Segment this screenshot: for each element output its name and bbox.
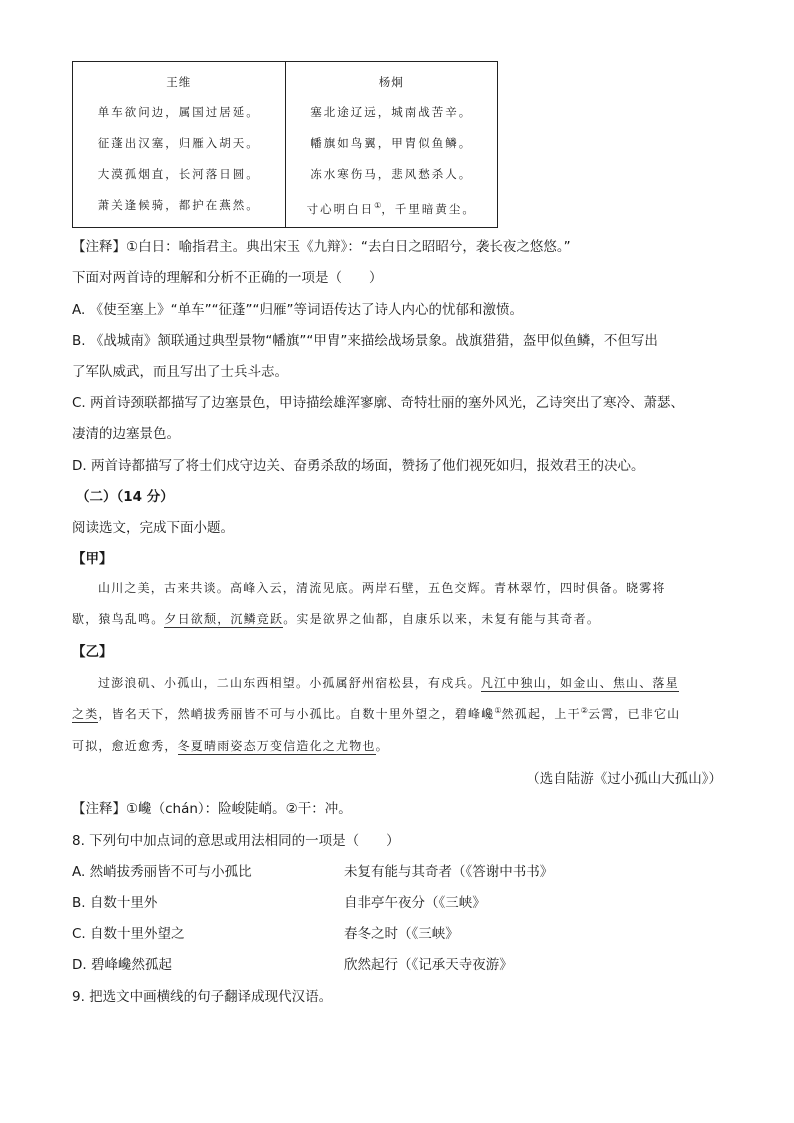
q8-option-left: A. 然峭拔秀丽皆不可与小孤比 — [72, 864, 252, 880]
q7-option-b-cont: 了军队威武，而且写出了士兵斗志。 — [72, 364, 288, 380]
q7-note: 【注释】①白日：喻指君主。典出宋玉《九辩》：“去白日之昭昭兮，袭长夜之悠悠。” — [72, 239, 571, 255]
poem-line: 单车欲问边，属国过居延。 — [97, 105, 260, 119]
q8-option-right: 未复有能与其奇者（《答谢中书书》 — [344, 864, 554, 880]
poem-line-part: ，千里暗黄尘。 — [381, 201, 476, 216]
passage-note: 【注释】①巉（chán）：险峻陡峭。②干：冲。 — [72, 801, 352, 817]
underlined-sentence: 冬夏晴雨姿态万变信造化之尤物也 — [177, 739, 376, 753]
poem-line: 萧关逢候骑，都护在燕然。 — [97, 198, 260, 212]
passage-source: （选自陆游《过小孤山大孤山》） — [526, 771, 722, 787]
q8-option-left: C. 自数十里外望之 — [72, 926, 185, 942]
poem-line: 征蓬出汉塞，归雁入胡天。 — [97, 136, 260, 150]
passage-jia-label: 【甲】 — [72, 551, 113, 567]
passage-jia-line — [72, 610, 722, 627]
poem-yangjiong — [285, 62, 498, 227]
poem-table — [72, 61, 498, 228]
text-span: 过澎浪矶、小孤山，二山东西相望。小孤属舒州宿松县，有戍兵。 — [98, 676, 481, 690]
footnote-marker: ① — [494, 706, 502, 715]
text-span: 。 — [375, 739, 389, 753]
q8-option-left: B. 自数十里外 — [72, 895, 158, 911]
poem-line — [286, 190, 498, 221]
q8-stem: 8. 下列句中加点词的意思或用法相同的一项是（ ） — [72, 833, 400, 849]
passage-yi-label: 【乙】 — [72, 644, 113, 660]
poem-line: 大漠孤烟直，长河落日圆。 — [97, 167, 260, 181]
text-span: ，皆名天下，然峭拔秀丽皆不可与小孤比。自数十里外望之，碧峰巉 — [98, 707, 495, 721]
passage-yi-line — [98, 674, 748, 691]
q7-option-a: A. 《使至塞上》“单车”“征蓬”“归雁”等词语传达了诗人内心的忧郁和激愤。 — [72, 302, 524, 318]
text-span: 云霄，已非它山 — [587, 707, 681, 721]
poem-wangwei — [73, 62, 285, 227]
passage-jia-line: 山川之美，古来共谈。高峰入云，清流见底。两岸石壁，五色交辉。青林翠竹，四时俱备。晓雾将 — [98, 581, 666, 595]
text-span: 。实是欲界之仙都，自康乐以来，未复有能与其奇者。 — [283, 612, 601, 626]
q7-option-d: D. 两首诗都描写了将士们戍守边关、奋勇杀敌的场面，赞扬了他们视死如归，报效君王的决心。 — [72, 458, 645, 474]
q8-option-right: 欣然起行（《记承天寺夜游》 — [344, 957, 513, 973]
q7-option-c: C. 两首诗颈联都描写了边塞景色，甲诗描绘雄浑寥廓、奇特壮丽的塞外风光，乙诗突出了寒冷、萧瑟、 — [72, 395, 685, 411]
text-span: 歇，猿鸟乱鸣。 — [72, 612, 165, 626]
poem-line-part: 寸心明白日 — [306, 201, 375, 216]
poem-line: 塞北途辽远，城南战苦辛。 — [310, 105, 473, 119]
poem-line: 冻水寒伤马，悲风愁杀人。 — [310, 167, 473, 181]
q9-stem: 9. 把选文中画横线的句子翻译成现代汉语。 — [72, 989, 333, 1005]
section-heading: （二）（14 分） — [76, 489, 174, 505]
text-span: 可拟，愈近愈秀， — [72, 739, 178, 753]
poem-line: 幡旗如鸟翼，甲胄似鱼鳞。 — [310, 136, 473, 150]
q8-option-right: 自非亭午夜分（《三峡》 — [344, 895, 486, 911]
q7-option-b: B. 《战城南》颔联通过典型景物“幡旗”“甲胄”来描绘战场景象。战旗猎猎，盔甲似鱼鳞，不但写出 — [72, 333, 658, 349]
q7-stem: 下面对两首诗的理解和分析不正确的一项是（ ） — [72, 270, 383, 286]
section-instruction: 阅读选文，完成下面小题。 — [72, 520, 234, 536]
underlined-sentence: 凡江中独山，如金山、焦山、落星 — [480, 676, 679, 690]
q7-option-c-cont: 凄清的边塞景色。 — [72, 426, 180, 442]
passage-yi-line — [72, 737, 722, 754]
passage-yi-line — [72, 705, 722, 722]
underlined-sentence: 之类 — [72, 707, 99, 721]
q8-option-right: 春冬之时（《三峡》 — [344, 926, 459, 942]
poem-author: 杨炯 — [378, 75, 404, 89]
text-span: 然孤起，上干 — [501, 707, 581, 721]
q8-option-left: D. 碧峰巉然孤起 — [72, 957, 172, 973]
footnote-marker: ② — [580, 706, 588, 715]
underlined-sentence: 夕日欲颓，沉鳞竞跃 — [164, 612, 284, 626]
poem-author: 王维 — [166, 75, 192, 89]
footnote-marker: ① — [374, 201, 382, 210]
